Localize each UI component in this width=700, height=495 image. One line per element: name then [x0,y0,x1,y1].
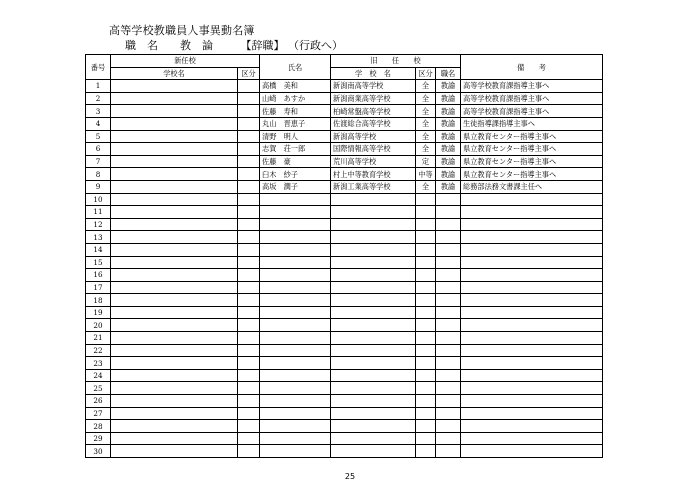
old-position-cell: 教諭 [436,80,461,93]
header-old-school-name: 学 校 名 [331,67,416,80]
new-school-cell [111,407,238,420]
old-position-cell [436,369,461,382]
name-cell [260,218,331,231]
row-number: 26 [86,395,111,408]
name-cell [260,382,331,395]
name-cell [260,432,331,445]
row-number: 15 [86,256,111,269]
remarks-cell [461,306,603,319]
old-division-cell [416,332,436,345]
old-position-cell [436,294,461,307]
old-school-cell [331,306,416,319]
new-school-cell [111,357,238,370]
new-division-cell [238,180,260,193]
page-number: 25 [344,472,356,481]
table-row [86,395,603,408]
remarks-cell [461,420,603,433]
row-number: 12 [86,218,111,231]
header-old-position: 職名 [436,67,461,80]
remarks-cell [461,231,603,244]
remarks-cell: 県立教育センター指導主事へ [461,168,603,181]
old-position-cell [436,306,461,319]
row-number: 25 [86,382,111,395]
new-division-cell [238,92,260,105]
remarks-cell: 県立教育センター指導主事へ [461,155,603,168]
remarks-cell: 県立教育センター指導主事へ [461,130,603,143]
row-number: 17 [86,281,111,294]
row-number: 16 [86,269,111,282]
header-school-name: 学校名 [111,67,238,80]
new-division-cell [238,294,260,307]
remarks-cell [461,369,603,382]
remarks-cell [461,243,603,256]
new-school-cell [111,256,238,269]
remarks-cell: 高等学校教育課指導主事へ [461,105,603,118]
old-school-cell: 柏崎常盤高等学校 [331,105,416,118]
table-row [86,269,603,282]
old-school-cell [331,319,416,332]
remarks-cell [461,344,603,357]
old-position-cell [436,193,461,206]
table-row [86,432,603,445]
row-number: 13 [86,231,111,244]
table-row [86,92,603,105]
name-cell [260,420,331,433]
old-school-cell: 新潟南高等学校 [331,80,416,93]
name-cell: 山崎 あすか [260,92,331,105]
new-division-cell [238,281,260,294]
old-school-cell: 佐渡総合高等学校 [331,117,416,130]
new-school-cell [111,206,238,219]
table-row [86,143,603,156]
old-school-cell [331,357,416,370]
new-division-cell [238,420,260,433]
new-division-cell [238,206,260,219]
remarks-cell: 生徒指導課指導主事へ [461,117,603,130]
new-division-cell [238,369,260,382]
table-row [86,231,603,244]
name-cell [260,269,331,282]
new-school-cell [111,130,238,143]
row-number: 2 [86,92,111,105]
new-division-cell [238,332,260,345]
new-division-cell [238,143,260,156]
old-position-cell: 教諭 [436,143,461,156]
new-school-cell [111,117,238,130]
remarks-cell: 高等学校教育課指導主事へ [461,92,603,105]
new-division-cell [238,319,260,332]
old-division-cell [416,395,436,408]
new-division-cell [238,130,260,143]
old-division-cell [416,357,436,370]
old-division-cell: 全 [416,105,436,118]
old-position-cell [436,445,461,458]
name-cell: 臼木 紗子 [260,168,331,181]
remarks-cell [461,332,603,345]
name-cell [260,332,331,345]
new-school-cell [111,382,238,395]
remarks-cell: 県立教育センター指導主事へ [461,143,603,156]
new-division-cell [238,155,260,168]
row-number: 22 [86,344,111,357]
document-subtitle [125,37,343,53]
row-number: 18 [86,294,111,307]
old-division-cell [416,281,436,294]
name-cell: 高橋 美和 [260,80,331,93]
new-division-cell [238,168,260,181]
old-school-cell: 新潟商業高等学校 [331,92,416,105]
old-school-cell: 国際情報高等学校 [331,143,416,156]
personnel-table [85,54,603,458]
old-school-cell [331,206,416,219]
old-division-cell: 定 [416,155,436,168]
old-school-cell [331,243,416,256]
old-position-cell [436,357,461,370]
new-school-cell [111,180,238,193]
new-school-cell [111,231,238,244]
remarks-cell: 高等学校教育課指導主事へ [461,80,603,93]
new-school-cell [111,168,238,181]
old-position-cell: 教諭 [436,105,461,118]
remarks-cell [461,445,603,458]
row-number: 10 [86,193,111,206]
new-school-cell [111,332,238,345]
table-row [86,168,603,181]
table-row [86,218,603,231]
new-division-cell [238,407,260,420]
old-position-cell [436,432,461,445]
old-position-cell [436,420,461,433]
remarks-cell [461,294,603,307]
table-row [86,319,603,332]
new-school-cell [111,306,238,319]
old-school-cell [331,344,416,357]
document-title: 高等学校教職員人事異動名簿 [109,24,255,37]
old-school-cell [331,231,416,244]
old-division-cell [416,294,436,307]
old-division-cell: 全 [416,92,436,105]
name-cell [260,357,331,370]
table-row [86,445,603,458]
old-school-cell [331,193,416,206]
row-number: 5 [86,130,111,143]
old-division-cell [416,243,436,256]
new-division-cell [238,243,260,256]
remarks-cell [461,281,603,294]
table-row [86,294,603,307]
new-school-cell [111,218,238,231]
old-position-cell [436,382,461,395]
table-row [86,117,603,130]
name-cell [260,319,331,332]
old-school-cell [331,281,416,294]
table-row [86,407,603,420]
row-number: 24 [86,369,111,382]
old-school-cell [331,218,416,231]
remarks-cell [461,382,603,395]
position-label: 職 名 教 論 [125,39,213,52]
old-position-cell [436,256,461,269]
name-cell [260,445,331,458]
new-division-cell [238,80,260,93]
old-division-cell: 全 [416,143,436,156]
new-division-cell [238,231,260,244]
row-number: 4 [86,117,111,130]
new-school-cell [111,281,238,294]
table-body [86,80,603,458]
new-division-cell [238,432,260,445]
name-cell: 佐藤 寿和 [260,105,331,118]
old-position-cell [436,319,461,332]
row-number: 29 [86,432,111,445]
name-cell [260,306,331,319]
new-school-cell [111,395,238,408]
row-number: 21 [86,332,111,345]
old-division-cell [416,407,436,420]
remarks-cell [461,193,603,206]
header-old-division: 区分 [416,67,436,80]
name-cell: 清野 明人 [260,130,331,143]
new-school-cell [111,269,238,282]
new-school-cell [111,193,238,206]
new-school-cell [111,432,238,445]
remarks-cell: 総務部法務文書課主任へ [461,180,603,193]
table-row [86,420,603,433]
old-position-cell [436,407,461,420]
old-position-cell [436,344,461,357]
old-division-cell [416,193,436,206]
new-division-cell [238,306,260,319]
old-position-cell: 教諭 [436,180,461,193]
old-division-cell [416,269,436,282]
old-position-cell [436,231,461,244]
old-school-cell [331,382,416,395]
new-division-cell [238,218,260,231]
old-position-cell: 教諭 [436,130,461,143]
old-school-cell [331,294,416,307]
row-number: 19 [86,306,111,319]
old-division-cell [416,319,436,332]
name-cell [260,395,331,408]
new-school-cell [111,294,238,307]
old-school-cell [331,420,416,433]
header-name: 氏名 [260,55,331,80]
old-school-cell [331,369,416,382]
row-number: 11 [86,206,111,219]
name-cell [260,231,331,244]
old-school-cell [331,269,416,282]
row-number: 7 [86,155,111,168]
old-school-cell: 村上中等教育学校 [331,168,416,181]
new-school-cell [111,420,238,433]
old-school-cell: 新潟工業高等学校 [331,180,416,193]
new-division-cell [238,105,260,118]
table-row [86,256,603,269]
header-division: 区分 [238,67,260,80]
remarks-cell [461,319,603,332]
table-row [86,105,603,118]
name-cell [260,407,331,420]
old-division-cell [416,369,436,382]
row-number: 9 [86,180,111,193]
name-cell: 佐藤 豪 [260,155,331,168]
old-position-cell [436,269,461,282]
old-division-cell: 全 [416,180,436,193]
new-division-cell [238,357,260,370]
name-cell: 丸山 晋恵子 [260,117,331,130]
old-school-cell [331,332,416,345]
new-school-cell [111,143,238,156]
remarks-cell [461,432,603,445]
old-division-cell [416,420,436,433]
name-cell [260,369,331,382]
new-division-cell [238,256,260,269]
remarks-cell [461,407,603,420]
name-cell [260,281,331,294]
old-position-cell [436,281,461,294]
old-position-cell [436,332,461,345]
old-division-cell [416,445,436,458]
old-school-cell [331,256,416,269]
old-division-cell: 全 [416,80,436,93]
name-cell [260,243,331,256]
table-row [86,369,603,382]
old-position-cell: 教諭 [436,92,461,105]
row-number: 14 [86,243,111,256]
header-remarks: 備 考 [461,55,603,80]
old-division-cell: 全 [416,117,436,130]
name-cell: 志賀 荘一郎 [260,143,331,156]
table-row [86,344,603,357]
row-number: 3 [86,105,111,118]
old-division-cell [416,206,436,219]
remarks-cell [461,395,603,408]
row-number: 23 [86,357,111,370]
table-row [86,382,603,395]
name-cell: 高坂 潤子 [260,180,331,193]
destination-label: （行政へ） [288,39,343,52]
new-division-cell [238,382,260,395]
row-number: 27 [86,407,111,420]
new-division-cell [238,117,260,130]
name-cell [260,294,331,307]
old-division-cell [416,231,436,244]
old-position-cell [436,243,461,256]
old-school-cell [331,407,416,420]
old-position-cell [436,395,461,408]
name-cell [260,206,331,219]
new-division-cell [238,445,260,458]
old-school-cell [331,395,416,408]
old-division-cell [416,382,436,395]
new-division-cell [238,344,260,357]
row-number: 6 [86,143,111,156]
new-division-cell [238,395,260,408]
row-number: 20 [86,319,111,332]
remarks-cell [461,269,603,282]
table-row [86,243,603,256]
remarks-cell [461,218,603,231]
new-school-cell [111,369,238,382]
table-row [86,281,603,294]
table-row [86,206,603,219]
old-position-cell: 教諭 [436,117,461,130]
old-school-cell [331,432,416,445]
table-row [86,306,603,319]
table-row [86,180,603,193]
name-cell [260,193,331,206]
old-division-cell: 中等 [416,168,436,181]
old-division-cell [416,306,436,319]
remarks-cell [461,206,603,219]
header-old-school-group: 旧 任 校 [331,55,461,68]
new-division-cell [238,193,260,206]
table-row [86,332,603,345]
new-school-cell [111,319,238,332]
category-label: 【辞職】 [246,39,285,52]
old-school-cell: 荒川高等学校 [331,155,416,168]
old-position-cell: 教諭 [436,168,461,181]
table-row [86,80,603,93]
old-division-cell [416,432,436,445]
table-row [86,193,603,206]
header-number: 番号 [86,55,111,80]
old-division-cell: 全 [416,130,436,143]
old-position-cell [436,206,461,219]
header-new-school-group: 新任校 [111,55,260,68]
name-cell [260,344,331,357]
new-school-cell [111,92,238,105]
old-division-cell [416,256,436,269]
new-division-cell [238,269,260,282]
new-school-cell [111,344,238,357]
old-division-cell [416,344,436,357]
old-school-cell [331,445,416,458]
new-school-cell [111,243,238,256]
row-number: 30 [86,445,111,458]
old-school-cell: 新潟高等学校 [331,130,416,143]
remarks-cell [461,256,603,269]
row-number: 28 [86,420,111,433]
table-row [86,155,603,168]
old-division-cell [416,218,436,231]
old-position-cell: 教諭 [436,155,461,168]
row-number: 8 [86,168,111,181]
table-row [86,357,603,370]
table-row [86,130,603,143]
name-cell [260,256,331,269]
old-position-cell [436,218,461,231]
new-school-cell [111,155,238,168]
new-school-cell [111,80,238,93]
row-number: 1 [86,80,111,93]
new-school-cell [111,105,238,118]
new-school-cell [111,445,238,458]
remarks-cell [461,357,603,370]
